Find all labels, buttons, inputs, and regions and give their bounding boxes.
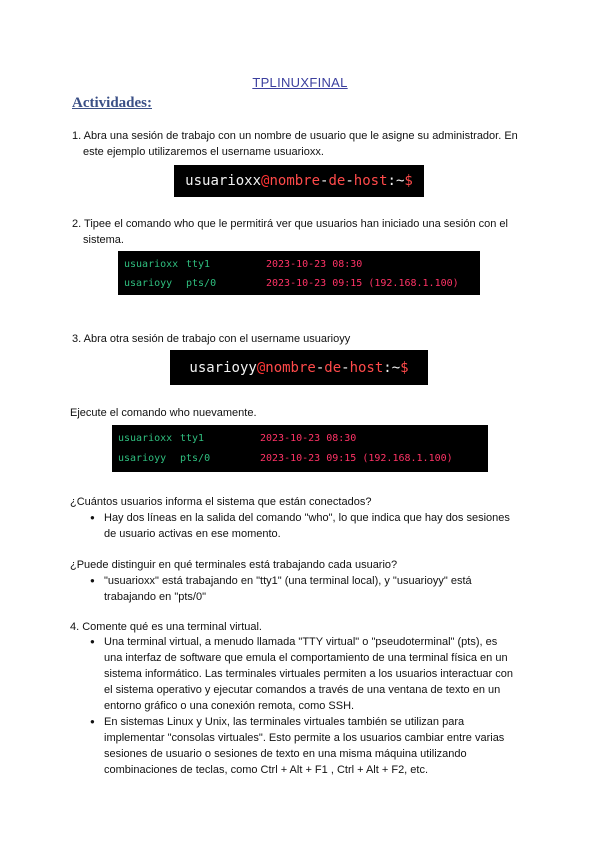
list-item: ● Hay dos líneas en la salida del comando "who", lo que indica que hay dos sesiones de usuario activas en ese momento.: [90, 510, 530, 542]
who-row: usarioyy pts/0 2023-10-23 09:15 (192.168.1.100): [124, 278, 459, 289]
item-4-text: 4. Comente qué es una terminal virtual.: [70, 621, 262, 633]
who-output-1: [118, 251, 480, 295]
answer-4-list: [90, 634, 530, 778]
question-2: ¿Puede distinguir en qué terminales está trabajando cada usuario?: [70, 559, 398, 571]
run-again-text: Ejecute el comando who nuevamente.: [70, 407, 257, 419]
section-heading: Actividades:: [72, 95, 152, 111]
question-1: ¿Cuántos usuarios informa el sistema que están conectados?: [70, 496, 372, 508]
answer-1-list: [90, 510, 530, 542]
list-item: ● Una terminal virtual, a menudo llamada "TTY virtual" o "pseudoterminal" (pts), es una interfaz de software que emula el comportamiento de una terminal física en un sistema informático. Las terminales virtuales permiten a los usuarios interactuar con el sistema operativo y ejecutar comandos a través de una ventana de texto en un entorno gráfico o una conexión remota, como SSH.: [90, 634, 530, 714]
who-row: usuarioxx tty1 2023-10-23 08:30: [118, 433, 357, 444]
who-row: usuarioxx tty1 2023-10-23 08:30: [124, 259, 363, 270]
answer-2-list: [90, 573, 530, 605]
document-title: TPLINUXFINAL: [252, 75, 348, 90]
terminal-prompt-usuarioxx: usuarioxx @ nombre - de - host : ~ $: [174, 165, 424, 197]
item-1-text: 1. Abra una sesión de trabajo con un nombre de usuario que le asigne su administrador. En este ejemplo utilizaremos el username usuarioxx.: [72, 130, 518, 158]
who-output-2: [112, 425, 488, 472]
item-2-text: 2. Tipee el comando who que le permitirá ver que usuarios han iniciado una sesión con el sistema.: [72, 218, 508, 246]
item-3-text: 3. Abra otra sesión de trabajo con el username usuarioyy: [72, 333, 351, 345]
list-item: ● "usuarioxx" está trabajando en "tty1" (una terminal local), y "usuarioyy" está trabajando en "pts/0": [90, 573, 530, 605]
who-row: usarioyy pts/0 2023-10-23 09:15 (192.168.1.100): [118, 453, 453, 464]
list-item: ● En sistemas Linux y Unix, las terminales virtuales también se utilizan para implementar "consolas virtuales". Esto permite a los usuarios cambiar entre varias sesiones de usuario o sesiones de texto en una misma máquina utilizando combinaciones de teclas, como Ctrl + Alt + F1 , Ctrl + Alt + F2, etc.: [90, 714, 530, 778]
terminal-prompt-usarioyy: usarioyy @ nombre - de - host : ~ $: [170, 350, 428, 385]
